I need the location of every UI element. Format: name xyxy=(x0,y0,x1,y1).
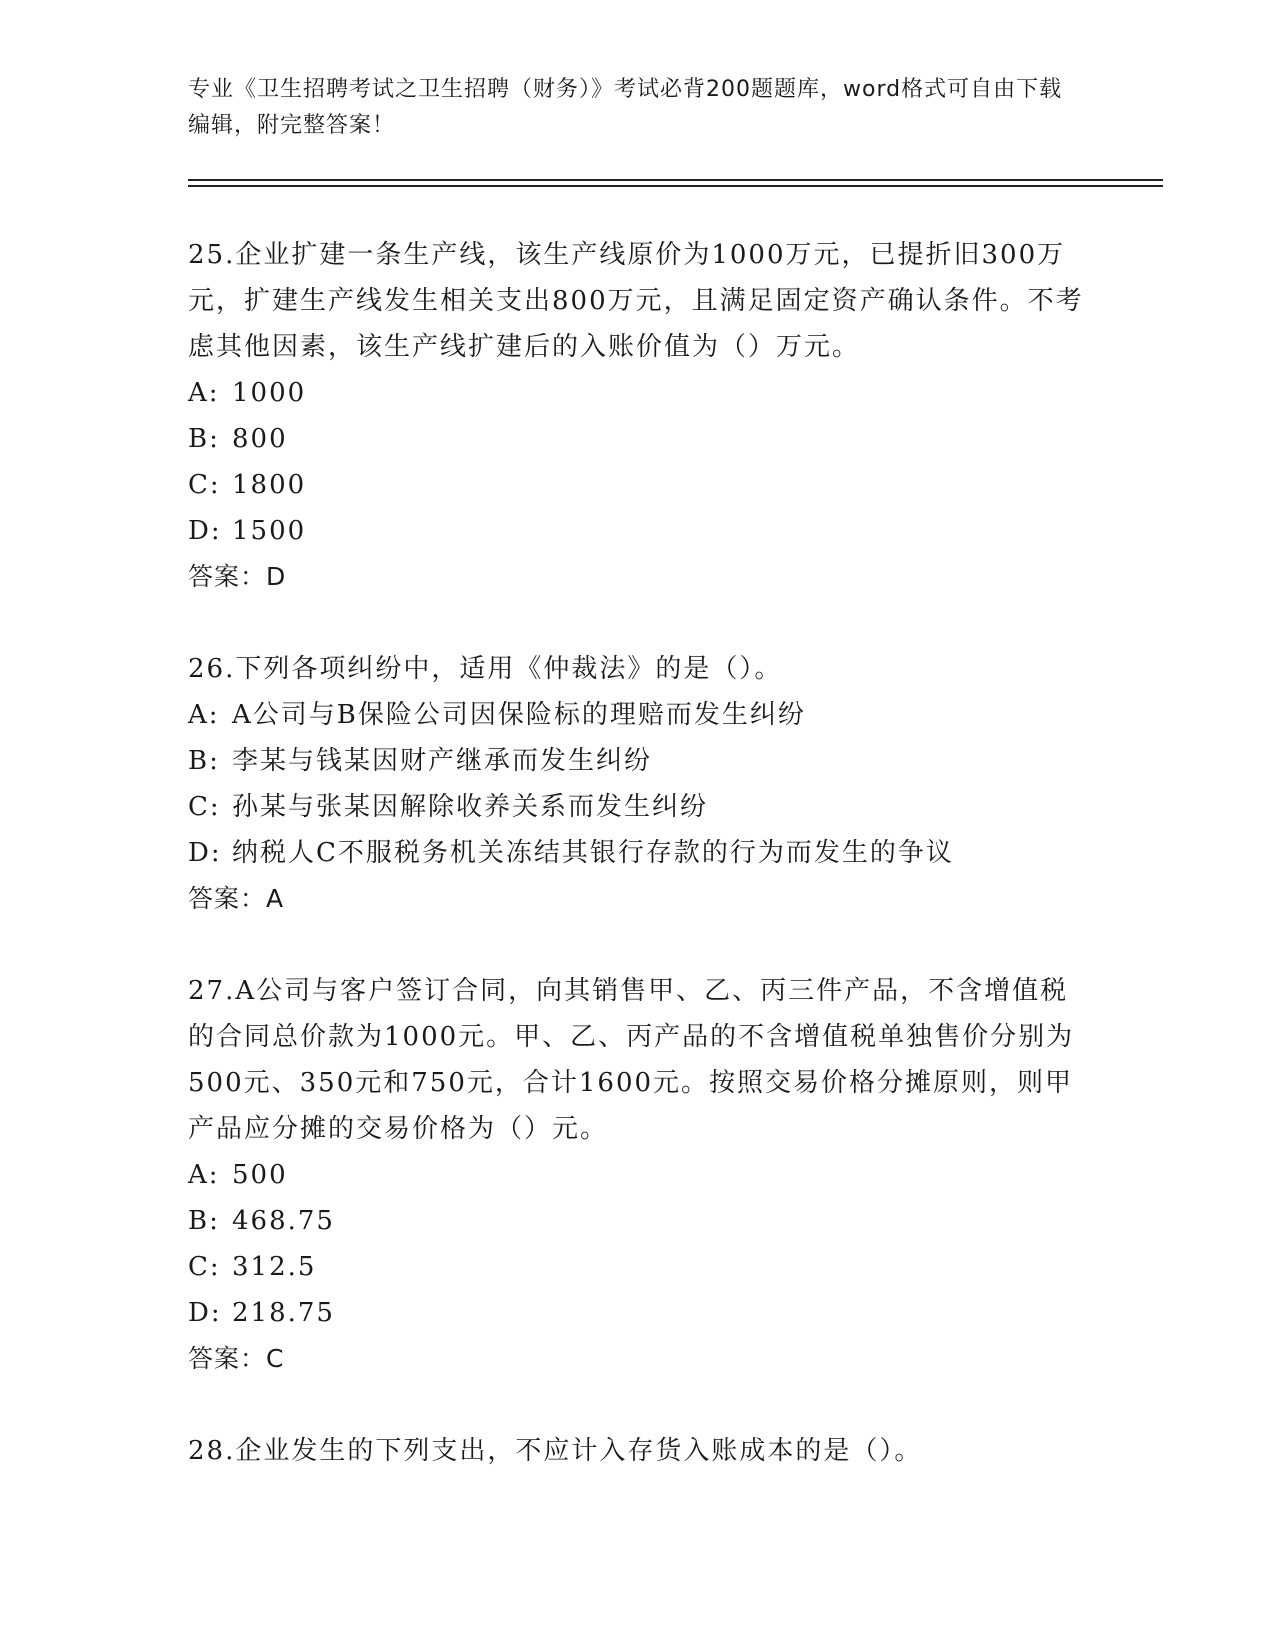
option-text: 1800 xyxy=(232,470,307,500)
option-key: D: xyxy=(188,516,222,546)
option-c xyxy=(188,784,1088,830)
option-text: 1500 xyxy=(232,516,307,546)
option-key: A: xyxy=(188,700,220,730)
option-text: A公司与B保险公司因保险标的理赔而发生纠纷 xyxy=(232,700,806,730)
option-a xyxy=(188,1152,1088,1198)
option-d xyxy=(188,830,1088,876)
answer-label: 答案：C xyxy=(188,1344,285,1373)
option-key: B: xyxy=(188,1206,220,1236)
option-text: 800 xyxy=(232,424,288,454)
question-26 xyxy=(188,646,1088,922)
option-a xyxy=(188,370,1088,416)
question-stem: 25.企业扩建一条生产线，该生产线原价为1000万元，已提折旧300万元，扩建生产线发生相关支出800万元，且满足固定资产确认条件。不考虑其他因素，该生产线扩建后的入账价值为（）万元。 xyxy=(188,240,1084,362)
question-25 xyxy=(188,232,1088,600)
option-c xyxy=(188,462,1088,508)
question-28 xyxy=(188,1428,1088,1474)
option-text: 468.75 xyxy=(232,1206,335,1236)
option-text: 纳税人C不服税务机关冻结其银行存款的行为而发生的争议 xyxy=(232,838,954,868)
option-b xyxy=(188,1198,1088,1244)
option-b xyxy=(188,738,1088,784)
option-a xyxy=(188,692,1088,738)
option-b xyxy=(188,416,1088,462)
option-key: D: xyxy=(188,1298,222,1328)
document-header-note: 专业《卫生招聘考试之卫生招聘（财务）》考试必背200题题库，word格式可自由下载编辑，附完整答案！ xyxy=(188,77,1063,138)
answer-label: 答案：A xyxy=(188,884,285,913)
option-text: 500 xyxy=(232,1160,288,1190)
option-text: 孙某与张某因解除收养关系而发生纠纷 xyxy=(232,792,709,822)
answer-label: 答案：D xyxy=(188,562,287,591)
option-key: C: xyxy=(188,470,221,500)
option-key: C: xyxy=(188,792,221,822)
option-key: A: xyxy=(188,378,220,408)
option-d xyxy=(188,1290,1088,1336)
option-key: B: xyxy=(188,424,220,454)
option-text: 312.5 xyxy=(232,1252,317,1282)
option-key: B: xyxy=(188,746,220,776)
header-divider-bottom xyxy=(188,185,1163,187)
option-d xyxy=(188,508,1088,554)
question-list xyxy=(188,232,1088,1520)
option-key: C: xyxy=(188,1252,221,1282)
option-text: 1000 xyxy=(232,378,307,408)
header-divider-top xyxy=(188,179,1163,181)
option-text: 218.75 xyxy=(232,1298,335,1328)
question-stem: 28.企业发生的下列支出，不应计入存货入账成本的是（）。 xyxy=(188,1436,923,1466)
question-stem: 26.下列各项纠纷中，适用《仲裁法》的是（）。 xyxy=(188,654,783,684)
option-key: D: xyxy=(188,838,222,868)
option-key: A: xyxy=(188,1160,220,1190)
question-27 xyxy=(188,968,1088,1382)
option-text: 李某与钱某因财产继承而发生纠纷 xyxy=(232,746,653,776)
option-c xyxy=(188,1244,1088,1290)
question-stem: 27.A公司与客户签订合同，向其销售甲、乙、丙三件产品，不含增值税的合同总价款为1000元。甲、乙、丙产品的不含增值税单独售价分别为500元、350元和750元，合计1600元。按照交易价格分摊原则，则甲产品应分摊的交易价格为（）元。 xyxy=(188,976,1075,1144)
